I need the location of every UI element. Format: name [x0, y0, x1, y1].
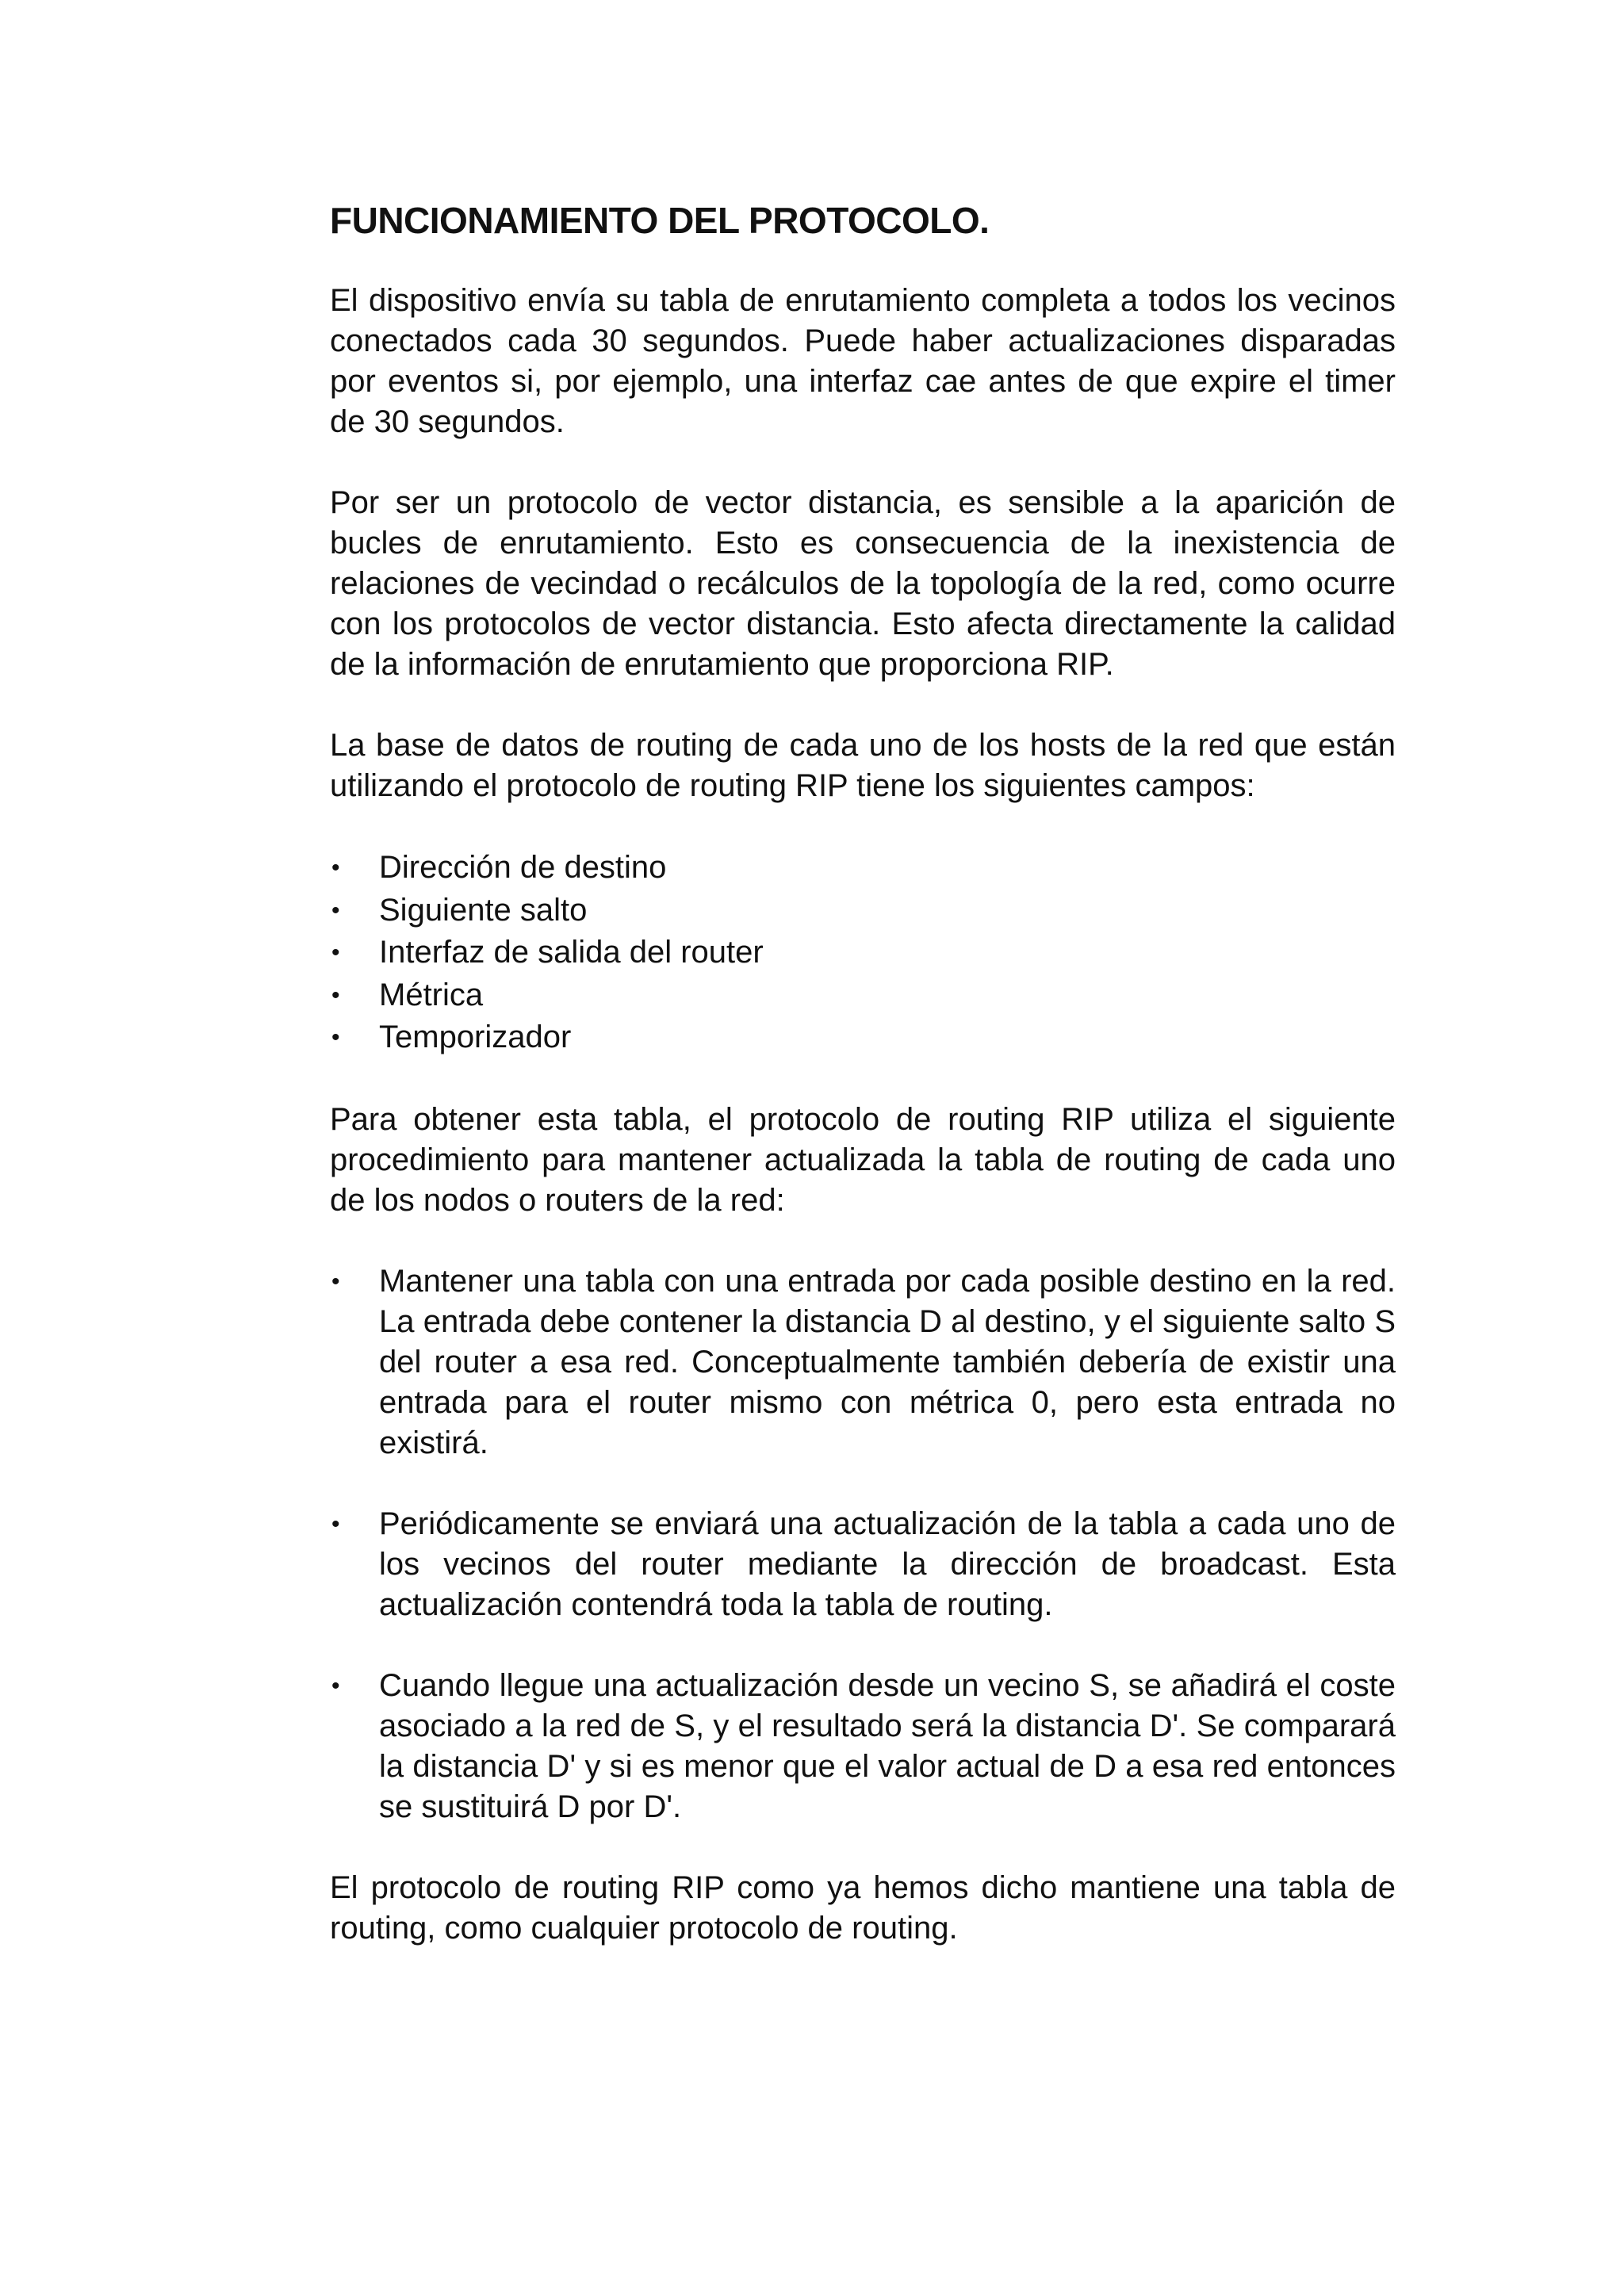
list-item — [330, 974, 1396, 1017]
page-title: FUNCIONAMIENTO DEL PROTOCOLO. — [330, 200, 990, 241]
document-body — [330, 198, 1396, 1989]
list-item — [330, 890, 1396, 932]
list-item-text: Dirección de destino — [379, 850, 667, 885]
list-item-text: Temporizador — [379, 1020, 572, 1054]
procedure-step — [330, 1666, 1396, 1827]
bullet-icon: • — [331, 1672, 340, 1699]
paragraph-database-fields-intro: La base de datos de routing de cada uno de los hosts de la red que están utilizando el protocolo de routing RIP tiene los siguientes campos: — [330, 728, 1396, 803]
procedure-step-text: Periódicamente se enviará una actualización de la tabla a cada uno de los vecinos del router mediante la dirección de broadcast. Esta actualización contendrá toda la tabla de routing. — [379, 1506, 1396, 1622]
fields-list — [330, 847, 1396, 1059]
bullet-icon: • — [331, 982, 340, 1008]
procedure-step — [330, 1504, 1396, 1625]
bullet-icon: • — [331, 1024, 340, 1050]
bullet-icon: • — [331, 939, 340, 966]
procedure-step-text: Mantener una tabla con una entrada por cada posible destino en la red. La entrada debe contener la distancia D al destino, y el siguiente salto S del router a esa red. Conceptualmente también debería de existir una entrada para el router mismo con métrica 0, pero esta entrada no existirá. — [379, 1263, 1396, 1460]
procedure-step — [330, 1261, 1396, 1464]
list-item-text: Interfaz de salida del router — [379, 935, 764, 970]
procedure-list — [330, 1261, 1396, 1827]
list-item — [330, 1016, 1396, 1059]
list-item-text: Siguiente salto — [379, 892, 588, 928]
paragraph-closing: El protocolo de routing RIP como ya hemos dicho mantiene una tabla de routing, como cualquier protocolo de routing. — [330, 1869, 1396, 1946]
paragraph-procedure-intro: Para obtener esta tabla, el protocolo de routing RIP utiliza el siguiente procedimiento para mantener actualizada la tabla de routing de cada uno de los nodos o routers de la red: — [330, 1101, 1396, 1218]
list-item — [330, 847, 1396, 890]
bullet-icon: • — [331, 897, 340, 924]
bullet-icon: • — [331, 1268, 340, 1295]
paragraph-routing-loops: Por ser un protocolo de vector distancia, es sensible a la aparición de bucles de enrutamiento. Esto es consecuencia de la inexistencia de relaciones de vecindad o recálculos de la topología de la red, como ocurre con los protocolos de vector distancia. Esto afecta directamente la calidad de la información de enrutamiento que proporciona RIP. — [330, 485, 1396, 682]
procedure-step-text: Cuando llegue una actualización desde un vecino S, se añadirá el coste asociado a la red de S, y el resultado será la distancia D'. Se comparará la distancia D' y si es menor que el valor actual de D a esa red entonces se sustituirá D por D'. — [379, 1667, 1396, 1824]
bullet-icon: • — [331, 1510, 340, 1537]
paragraph-update-interval: El dispositivo envía su tabla de enrutamiento completa a todos los vecinos conectados cada 30 segundos. Puede haber actualizaciones disparadas por eventos si, por ejemplo, una interfaz cae antes de que expire el timer de 30 segundos. — [330, 283, 1396, 439]
bullet-icon: • — [331, 855, 340, 881]
list-item-text: Métrica — [379, 977, 484, 1012]
list-item — [330, 932, 1396, 974]
